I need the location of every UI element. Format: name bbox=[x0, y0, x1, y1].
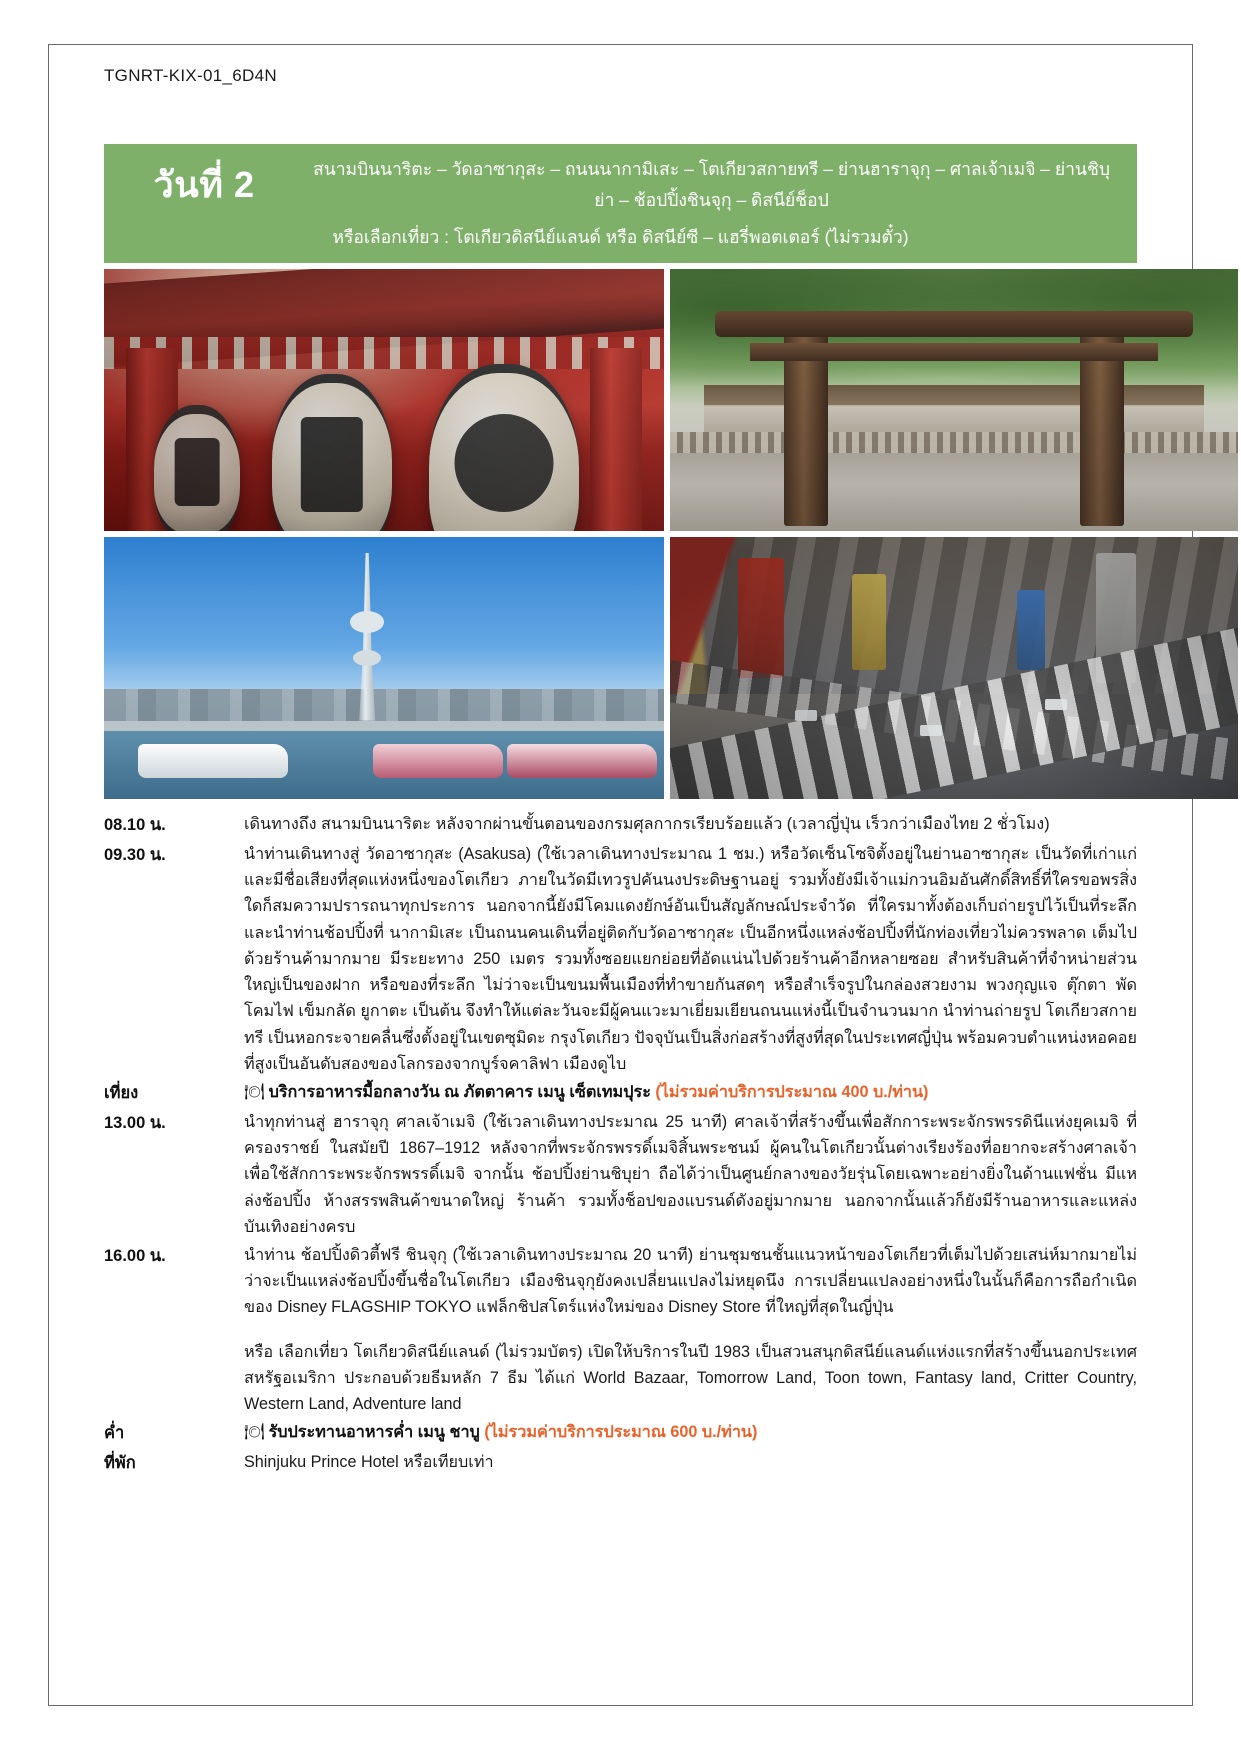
alternate-attraction-description: หรือ เลือกเที่ยว โตเกียวดิสนีย์แลนด์ (ไม่รวมบัตร) เปิดให้บริการในปี 1983 เป็นสวนสนุกดิสนีย์แลนด์แห่งแรกที่สร้างขึ้นนอกประเทศสหรัฐอเมริกา ประกอบด้วยธีมหลัก 7 ธีม ได้แก่ World Bazaar, Tomorrow Land, Toon town, Fantasy land, Critter Country, Western Land, Adventure land bbox=[244, 1342, 1137, 1414]
itinerary-time: 08.10 น. bbox=[104, 816, 166, 835]
photo-tokyo-skytree-sumida-river bbox=[104, 537, 664, 799]
photo-meiji-shrine-torii-gate bbox=[670, 269, 1238, 531]
accommodation-label: ที่พัก bbox=[104, 1454, 136, 1473]
itinerary-time: 13.00 น. bbox=[104, 1113, 166, 1132]
document-code: TGNRT-KIX-01_6D4N bbox=[104, 66, 277, 85]
accommodation-name: Shinjuku Prince Hotel หรือเทียบเท่า bbox=[244, 1453, 494, 1472]
itinerary-row bbox=[104, 841, 1137, 1077]
day-number-label: วันที่ 2 bbox=[153, 164, 255, 206]
itinerary-time: 09.30 น. bbox=[104, 845, 166, 864]
meal-time-dinner: ค่ำ bbox=[104, 1424, 125, 1443]
meal-time-lunch: เที่ยง bbox=[104, 1084, 139, 1103]
meal-row-lunch bbox=[104, 1079, 1137, 1107]
photo-grid bbox=[104, 269, 1137, 799]
photo-asakusa-senso-ji-lanterns bbox=[104, 269, 664, 531]
meal-icon: 🍽 bbox=[244, 1423, 265, 1442]
day-header-band bbox=[104, 144, 1137, 221]
lunch-description: บริการอาหารมื้อกลางวัน ณ ภัตตาคาร เมนู เซ็ตเทมปุระ bbox=[268, 1083, 651, 1102]
dinner-description: รับประทานอาหารค่ำ เมนู ชาบู bbox=[268, 1423, 480, 1442]
meal-row-dinner bbox=[104, 1419, 1137, 1447]
lunch-price-note: (ไม่รวมค่าบริการประมาณ 400 บ./ท่าน) bbox=[655, 1083, 929, 1102]
itinerary-description: นำทุกท่านสู่ ฮาราจุกุ ศาลเจ้าเมจิ (ใช้เวลาเดินทางประมาณ 25 นาที) ศาลเจ้าที่สร้างขึ้นเพื่อสักการะพระจักรพรรดินีแห่งยุคเมจิ ที่ครองราชย์ ในสมัยปี 1867–1912 หลังจากที่พระจักรพรรดิ์เมจิสิ้นพระชนม์ ผู้คนในโตเกียวนั้นต่างเรียงร้องที่อยากจะสร้างศาลเจ้าเพื่อใช้สักการะพระจักรพรรดิ์เมจิ จากนั้น ช้อปปิ้งย่านชิบุย่า ถือได้ว่าเป็นศูนย์กลางของวัยรุ่นโดยเฉพาะอย่างยิ่งในด้านแฟชั่น มีแหล่งช้อปปิ้ง ห้างสรรพสินค้าขนาดใหญ่ ร้านค้า รวมทั้งช็อปของแบรนด์ดังอยู่มากมาย นอกจากนั้นแล้วก็ยังมีร้านอาหารและแหล่งบันเทิงอย่างครบ bbox=[244, 1112, 1137, 1236]
itinerary-row bbox=[104, 811, 1137, 839]
itinerary-time: 16.00 น. bbox=[104, 1246, 166, 1265]
itinerary-row bbox=[104, 1242, 1137, 1417]
itinerary-description: นำท่าน ช้อปปิ้งดิวตี้ฟรี ชินจุกุ (ใช้เวลาเดินทางประมาณ 20 นาที) ย่านชุมชนชั้นแนวหน้าของโตเกียวที่เต็มไปด้วยเสน่ห์มากมายไม่ว่าจะเป็นแหล่งช้อปปิ้งขึ้นชื่อในโตเกียว เมืองชินจุกุยังคงเปลี่ยนแปลงไม่หยุดนึง การเปลี่ยนแปลงอย่างหนึ่งในนั้นก็คือการถือกำเนิดของ Disney FLAGSHIP TOKYO แฟล็กชิปสโตร์แห่งใหม่ของ Disney Store ที่ใหญ่ที่สุดในญี่ปุ่น bbox=[244, 1245, 1137, 1317]
accommodation-row bbox=[104, 1449, 1137, 1477]
photo-shibuya-crossing-aerial bbox=[670, 537, 1238, 799]
day-route-text: สนามบินนาริตะ – วัดอาซากุสะ – ถนนนากามิเสะ – โตเกียวสกายทรี – ย่านฮาราจุกุ – ศาลเจ้าเมจิ – ย่านชิบุย่า – ช้อปปิ้งชินจุกุ – ดิสนีย์ช็อป bbox=[313, 159, 1110, 210]
itinerary-description: เดินทางถึง สนามบินนาริตะ หลังจากผ่านขั้นตอนของกรมศุลกากรเรียบร้อยแล้ว (เวลาญี่ปุ่น เร็วกว่าเมืองไทย 2 ชั่วโมง) bbox=[244, 815, 1050, 834]
itinerary-row bbox=[104, 1109, 1137, 1240]
day-alternate-option: หรือเลือกเที่ยว : โตเกียวดิสนีย์แลนด์ หรือ ดิสนีย์ซี – แฮรี่พอตเตอร์ (ไม่รวมตั๋ว) bbox=[104, 221, 1137, 263]
meal-icon: 🍽 bbox=[244, 1083, 265, 1102]
itinerary-description: นำท่านเดินทางสู่ วัดอาซากุสะ (Asakusa) (ใช้เวลาเดินทางประมาณ 1 ชม.) หรือวัดเซ็นโซจิตั้งอยู่ในย่านอาซากุสะ เป็นวัดที่เก่าแก่และมีชื่อเสียงที่สุดแห่งหนึ่งของโตเกียว ภายในวัดมีเทวรูปคันนงประดิษฐานอยู่ รวมทั้งยังมีเจ้าแม่กวนอิมอันศักดิ์สิทธิ์ที่ใครขอพรสิ่งใดก็สมความปรารถนาทุกประการ นอกจากนี้ยังมีโคมแดงยักษ์อันเป็นสัญลักษณ์ประจำวัด ที่ใครมาทั้งต้องเก็บถ่ายรูปไว้เป็นที่ระลึก และนำท่านช้อปปิ้งที่ นากามิเสะ เป็นถนนคนเดินที่อยู่ติดกับวัดอาซากุสะ เป็นอีกหนึ่งแหล่งช้อปปิ้งที่นักท่องเที่ยวไม่ควรพลาด เต็มไปด้วยร้านค้ามากมาย มีระยะทาง 250 เมตร รวมทั้งซอยแยกย่อยที่อัดแน่นไปด้วยร้านค้าอีกหลายซอย สำหรับสินค้าที่จำหน่ายส่วนใหญ่เป็นของฝาก หรือของที่ระลึก ไม่ว่าจะเป็นขนมพื้นเมืองที่ทำขายกันสดๆ หรือสำเร็จรูปในกล่องสวยงาม พวงกุญแจ ตุ๊กตา พัด โคมไฟ เข็มกลัด ยูกาตะ เป็นต้น จึงทำให้แต่ละวันจะมีผู้คนแวะมาเยี่ยมเยียนถนนแห่งนี้เป็นจำนวนมาก นำท่านถ่ายรูป โตเกียวสกายทรี เป็นหอกระจายคลื่นซึ่งตั้งอยู่ในเขตซุมิดะ กรุงโตเกียว ปัจจุบันเป็นสิ่งก่อสร้างที่สูงที่สุดในประเทศญี่ปุ่น พร้อมควบตำแหน่งหอคอยที่สูงเป็นอันดับสองของโลกรองจากบูร์จคาลิฟา เมืองดูไบ bbox=[244, 844, 1137, 1073]
dinner-price-note: (ไม่รวมค่าบริการประมาณ 600 บ./ท่าน) bbox=[484, 1423, 758, 1442]
itinerary-list bbox=[104, 811, 1137, 1477]
